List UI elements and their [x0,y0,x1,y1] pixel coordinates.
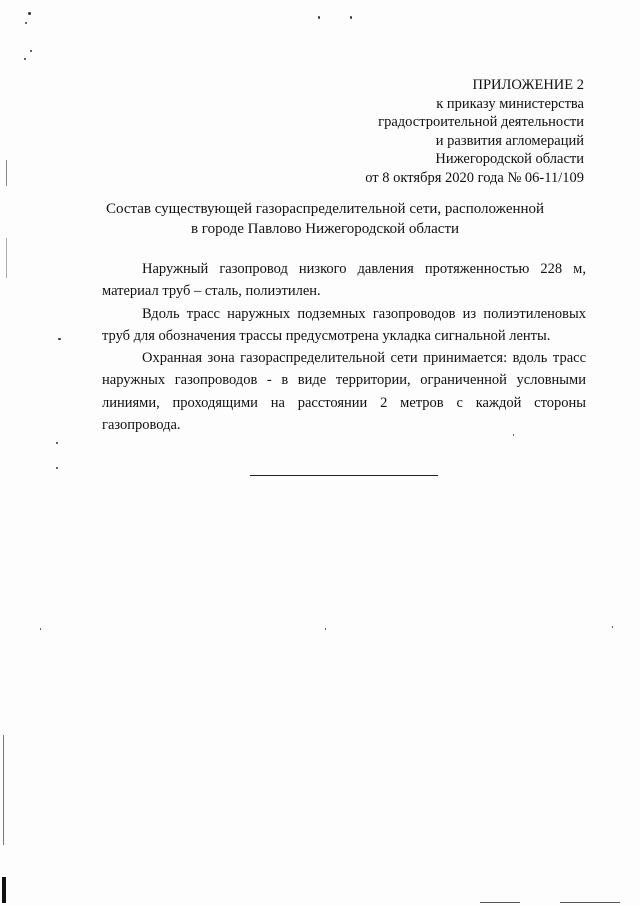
appendix-line-order: к приказу министерства [436,95,584,112]
scan-bottom-line [560,902,620,903]
scan-edge-mark [3,735,4,845]
scan-speck [28,12,31,15]
scan-edge-mark [6,160,7,186]
paragraph-protection-zone: Охранная зона газораспределительной сети принимается: вдоль трасс наружных газопроводов - в виде территории, ограниченной условными линиями, проходящими на расстоянии 2 метров с каждой стороны газопровода. [102,350,586,434]
document-body [102,258,586,436]
scan-speck [58,338,61,340]
scan-speck [350,16,352,19]
scan-speck [24,58,26,60]
scan-edge-mark [6,238,7,278]
scan-speck [25,22,27,24]
appendix-title: ПРИЛОЖЕНИЕ 2 [472,77,584,93]
appendix-line-region: Нижегородской области [435,151,584,167]
scan-speck [56,442,58,444]
title-line-1: Состав существующей газораспределительной сети, расположенной [105,201,545,217]
scan-speck [513,434,514,436]
scan-speck [56,467,58,469]
scan-bottom-line [480,902,520,903]
appendix-header [365,76,584,187]
scan-speck [325,628,326,630]
scan-speck [318,16,320,19]
end-divider-line [250,475,438,476]
appendix-line-date: от 8 октября 2020 года № 06-11/109 [365,169,584,186]
paragraph-signal-tape: Вдоль трасс наружных подземных газопроводов из полиэтиленовых труб для обозначения трассы предусмотрена укладка сигнальной ленты. [102,305,586,344]
scan-speck [30,50,32,52]
paragraph-pipeline: Наружный газопровод низкого давления протяженностью 228 м, материал труб – сталь, полиэтилен. [102,261,586,300]
document-title [60,199,590,239]
scan-edge-mark [2,877,6,903]
title-line-2: в городе Павлово Нижегородской области [190,221,460,237]
appendix-line-ministry: градостроительной деятельности [378,114,584,130]
scan-speck [40,628,41,630]
appendix-line-agglomeration: и развития агломераций [435,132,584,149]
scan-speck [612,626,613,628]
